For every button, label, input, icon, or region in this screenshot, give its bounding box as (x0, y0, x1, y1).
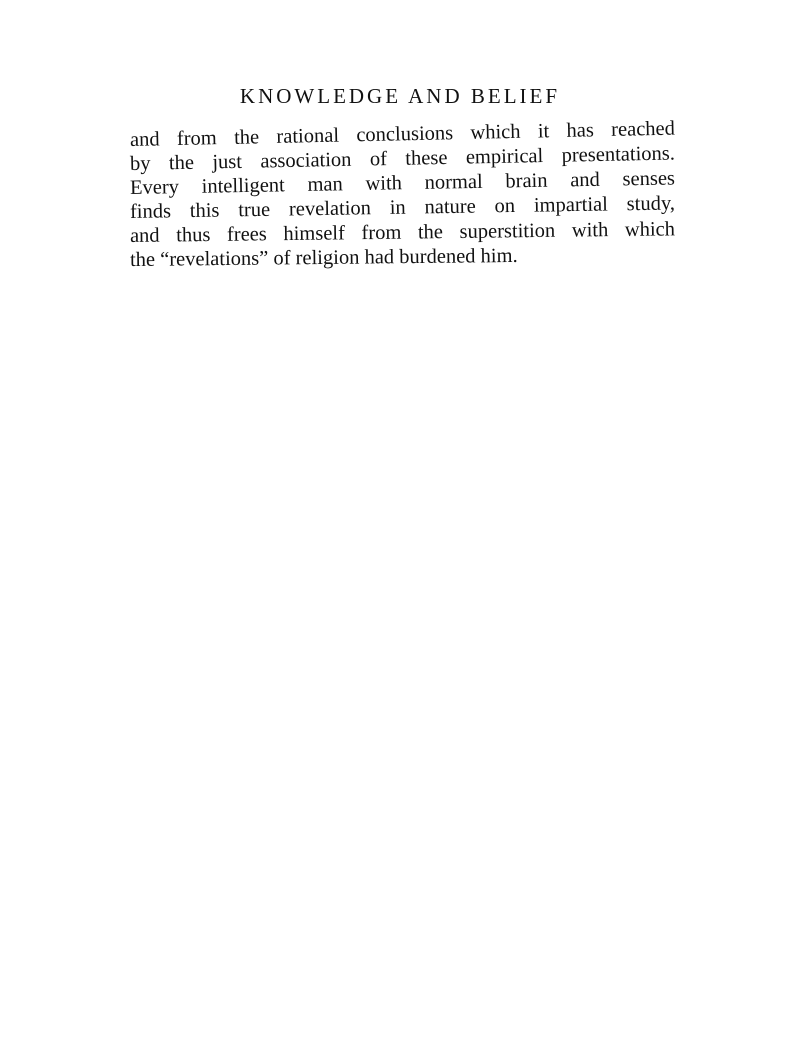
text-line: Every intelligent man with normal brain and senses (129, 167, 676, 199)
text-line: and from the rational conclusions which it has reached (129, 117, 676, 151)
text-line: and thus frees himself from the superstition with which (129, 218, 676, 247)
text-line: by the just association of these empirical presentations. (129, 142, 676, 175)
text-line: finds this true revelation in nature on impartial study, (129, 192, 676, 223)
text-line: the “revelations” of religion had burdened him. (129, 244, 518, 271)
running-head: KNOWLEDGE AND BELIEF (239, 84, 561, 108)
body-paragraph (129, 117, 676, 272)
